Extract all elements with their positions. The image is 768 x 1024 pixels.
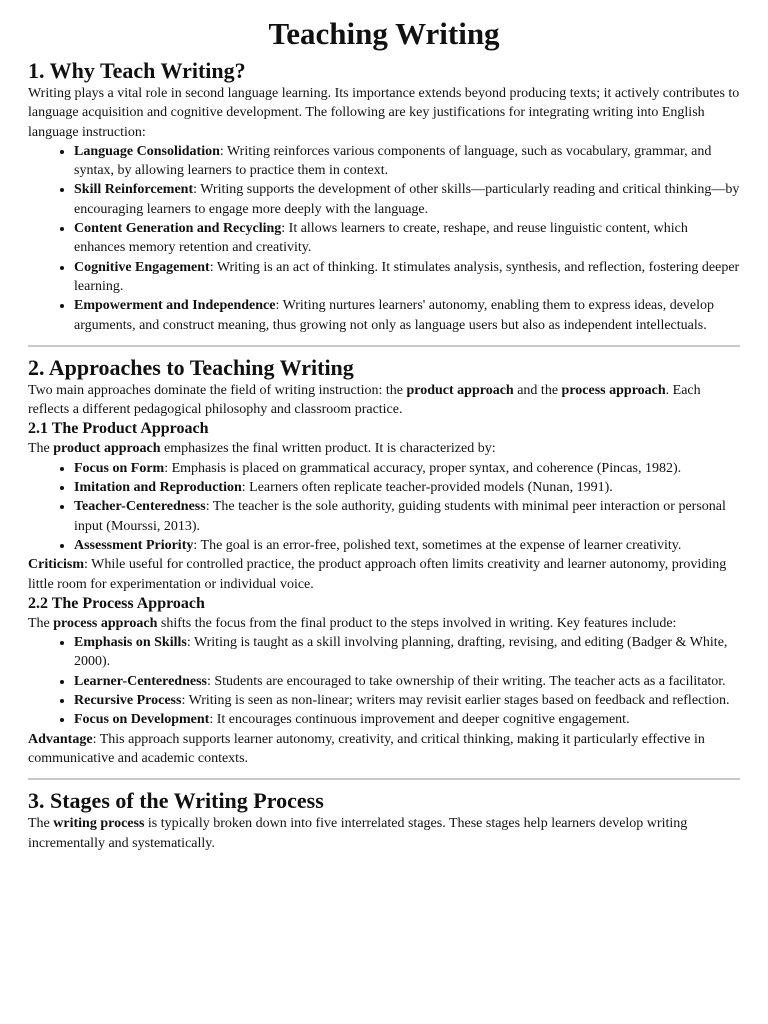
subsection-heading: 2.2 The Process Approach [28, 594, 205, 612]
list-item [74, 710, 740, 729]
list-item [74, 536, 740, 555]
text-run: shifts the focus from the final product to the steps involved in writing. Key features include: [157, 615, 677, 631]
list-item [74, 497, 740, 536]
text-bold: process approach [53, 615, 158, 631]
advantage-note [28, 730, 740, 769]
text-run: The [28, 441, 54, 457]
section-heading: 1. Why Teach Writing? [28, 58, 246, 83]
document-title: Teaching Writing [268, 16, 500, 51]
product-approach-list [28, 459, 740, 555]
text-run: The [28, 615, 54, 631]
subsection-intro [28, 439, 740, 458]
item-text: : Students are encouraged to take ownership of their writing. The teacher acts as a facilitator. [206, 673, 726, 689]
section-intro [28, 381, 740, 420]
item-text: : Writing reinforces various components of language, such as vocabulary, grammar, and syntax, by allowing learners to practice them in context. [74, 143, 712, 179]
item-text: : Writing nurtures learners' autonomy, enabling them to express ideas, develop arguments, and construct meaning, thus growing not only as language users but also as independent intellectuals. [74, 298, 715, 333]
item-term: Imitation and Reproduction [74, 480, 242, 496]
item-term: Learner-Centeredness [74, 673, 207, 689]
section-approaches [28, 355, 740, 768]
item-text: : It allows learners to create, reshape, and reuse linguistic content, which enhances memory retention and creativity. [74, 221, 688, 256]
text-run: is typically broken down into five interrelated stages. These stages help learners develop writing incrementally and systematically. [28, 816, 688, 851]
text-run: Two main approaches dominate the field of writing instruction: the [28, 382, 407, 398]
note-term: Advantage [28, 731, 93, 747]
text-bold: product approach [406, 382, 514, 398]
text-bold: product approach [53, 441, 161, 457]
list-item [74, 296, 740, 335]
list-item [74, 219, 740, 258]
section-heading: 2. Approaches to Teaching Writing [28, 354, 354, 380]
item-text: : The goal is an error-free, polished text, sometimes at the expense of learner creativity. [193, 537, 682, 553]
note-term: Criticism [28, 557, 84, 573]
section-intro [28, 814, 740, 853]
item-term: Skill Reinforcement [74, 182, 194, 198]
text-bold: process approach [561, 382, 666, 398]
subsection-intro [28, 614, 740, 633]
item-term: Empowerment and Independence [74, 298, 276, 314]
list-item [74, 180, 740, 219]
item-term: Emphasis on Skills [74, 635, 187, 651]
item-term: Recursive Process [74, 693, 182, 709]
text-run: emphasizes the final written product. It is characterized by: [160, 441, 496, 457]
text-run: . Each reflects a different pedagogical philosophy and classroom practice. [28, 382, 701, 418]
list-item [74, 459, 740, 478]
section-why-teach-writing [28, 58, 740, 335]
text-run: The [28, 816, 54, 832]
section-intro: Writing plays a vital role in second language learning. Its importance extends beyond producing texts; it actively contributes to language acquisition and cognitive development. The following are key justifications for integrating writing into English language instruction: [28, 86, 740, 140]
item-term: Focus on Form [74, 460, 165, 476]
item-text: : Writing is taught as a skill involving planning, drafting, revising, and editing (Badger & White, 2000). [74, 635, 728, 670]
item-text: : The teacher is the sole authority, guiding students with minimal peer interaction or personal input (Mourssi, 2013). [74, 499, 726, 534]
list-item [74, 672, 740, 691]
item-term: Language Consolidation [74, 143, 220, 159]
item-term: Focus on Development [74, 712, 210, 728]
justification-list [28, 142, 740, 335]
list-item [74, 633, 740, 672]
note-text: : This approach supports learner autonomy, creativity, and critical thinking, making it particularly effective in communicative and academic contexts. [28, 731, 705, 766]
process-approach-list [28, 633, 740, 729]
item-term: Assessment Priority [74, 537, 194, 553]
list-item [74, 478, 740, 497]
item-term: Teacher-Centeredness [74, 499, 206, 515]
text-bold: writing process [53, 816, 145, 832]
item-text: : Writing supports the development of other skills—particularly reading and critical thinking—by encouraging learners to engage more deeply with the language. [74, 182, 740, 217]
section-stages [28, 788, 740, 853]
note-text: : While useful for controlled practice, the product approach often limits creativity and learner autonomy, providing little room for experimentation or individual voice. [28, 557, 727, 592]
list-item [74, 691, 740, 710]
item-term: Cognitive Engagement [74, 259, 210, 275]
subsection-heading: 2.1 The Product Approach [28, 420, 209, 438]
section-divider [28, 345, 740, 347]
section-divider [28, 778, 740, 780]
section-heading: 3. Stages of the Writing Process [28, 788, 324, 814]
item-text: : Writing is seen as non-linear; writers may revisit earlier stages based on feedback and reflection. [181, 693, 730, 709]
list-item [74, 142, 740, 181]
list-item [74, 258, 740, 297]
item-text: : Learners often replicate teacher-provided models (Nunan, 1991). [241, 480, 613, 496]
item-text: : It encourages continuous improvement and deeper cognitive engagement. [209, 712, 630, 728]
item-text: : Emphasis is placed on grammatical accuracy, proper syntax, and coherence (Pincas, 1982). [164, 460, 682, 476]
text-run: and the [513, 382, 562, 398]
item-text: : Writing is an act of thinking. It stimulates analysis, synthesis, and reflection, fostering deeper learning. [74, 259, 740, 294]
item-term: Content Generation and Recycling [74, 221, 282, 237]
criticism-note [28, 555, 740, 594]
